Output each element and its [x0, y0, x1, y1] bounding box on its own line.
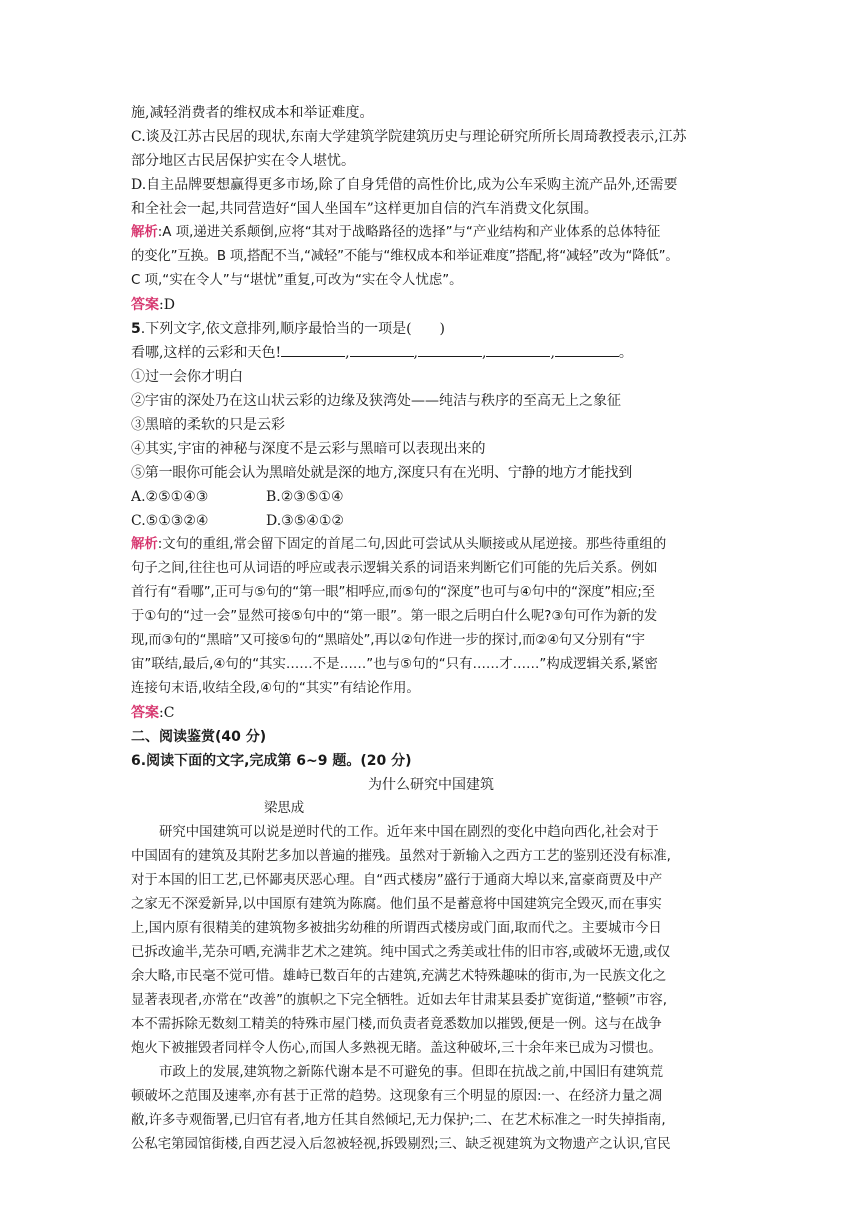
q5-item-1: ①过一会你才明白	[131, 369, 243, 385]
q5-option-b: B.②③⑤①④	[266, 489, 344, 505]
q4-option-d-line2: 和全社会一起,共同营造好“国人坐国车”这样更加自信的汽车消费文化氛围。	[131, 201, 598, 217]
article-p1-line: 研究中国建筑可以说是逆时代的工作。近年来中国在剧烈的变化中趋向西化,社会对于	[159, 825, 659, 840]
q5-options-row2	[131, 509, 731, 533]
q5-analysis-line6: 宙”联结,最后,④句的“其实……不是……”也与⑤句的“只有……才……”构成逻辑关系,紧密	[131, 657, 658, 672]
answer-blank	[281, 342, 345, 357]
q5-analysis-text1: :文句的重组,常会留下固定的首尾二句,因此可尝试从头顺接或从尾逆接。那些待重组的	[157, 537, 667, 552]
article-p2-line: 公私宅第园馆街楼,自西艺浸入后忽被轻视,拆毁剔烈;三、缺乏视建筑为文物遗产之认识,官民	[131, 1137, 671, 1152]
article-p2-line: 顿破坏之范围及速率,亦有甚于正常的趋势。这现象有三个明显的原因:一、在经济力量之凋	[131, 1089, 662, 1104]
q4-analysis-line2: 的变化”互换。B 项,搭配不当,“减轻”不能与“维权成本和举证难度”搭配,将“减轻”改为“降低”。	[131, 249, 679, 264]
q4-answer	[131, 293, 731, 317]
q4-option-c-line1: C.谈及江苏古民居的现状,东南大学建筑学院建筑历史与理论研究所所长周琦教授表示,江苏	[131, 129, 687, 145]
q5-analysis-line3: 首行有“看哪”,正可与⑤句的“第一眼”相呼应,而⑤句的“深度”也可与④句中的“深度”相应;至	[131, 585, 655, 600]
q5-prompt-lead: 看哪,这样的云彩和天色!	[131, 345, 282, 361]
q6-stem-text: .阅读下面的文字,完成第 6~9 题。(20 分)	[140, 753, 412, 769]
article-p1-line: 显著表现者,亦常在“改善”的旗帜之下完全牺牲。近如去年甘肃某县委扩宽街道,“整顿”市容,	[131, 993, 667, 1008]
article-p1-line: 余大略,市民毫不觉可惜。雄峙已数百年的古建筑,充满艺术特殊趣味的街市,为一民族文化之	[131, 969, 667, 984]
q5-item-2: ②宇宙的深处乃在这山状云彩的边缘及狭湾处——纯洁与秩序的至高无上之象征	[131, 393, 621, 409]
q5-analysis-line5: 现,而③句的“黑暗”又可接⑤句的“黑暗处”,再以②句作进一步的探讨,而②④句又分别有“宇	[131, 633, 645, 648]
q5-options-row1	[131, 485, 731, 509]
answer-blank	[418, 342, 482, 357]
q4-analysis-line3: C 项,“实在令人”与“堪忧”重复,可改为“实在令人忧虑”。	[131, 273, 463, 288]
section-heading: 二、阅读鉴赏(40 分)	[131, 729, 267, 745]
article-title: 为什么研究中国建筑	[368, 777, 494, 793]
q5-item-4: ④其实,宇宙的神秘与深度不是云彩与黑暗可以表现出来的	[131, 441, 486, 457]
document-page	[131, 101, 731, 1157]
q5-analysis-line2: 句子之间,往往也可从词语的呼应或表示逻辑关系的词语来判断它们可能的先后关系。例如	[131, 561, 658, 576]
q5-answer	[131, 701, 731, 725]
answer-blank	[555, 342, 619, 357]
q5-option-c: C.⑤①③②④	[131, 513, 209, 529]
q5-item-5: ⑤第一眼你可能会认为黑暗处就是深的地方,深度只有在光明、宁静的地方才能找到	[131, 465, 633, 481]
q4-option-c-line2: 部分地区古民居保护实在令人堪忧。	[131, 153, 355, 169]
q4-analysis-label: 解析	[131, 225, 158, 240]
q5-prompt: 看哪,这样的云彩和天色! , , , , 。	[131, 341, 731, 365]
article-p1-line: 中国固有的建筑及其附艺多加以普遍的摧残。虽然对于新输入之西方工艺的鉴别还没有标准,	[131, 849, 671, 864]
article-author: 梁思成	[264, 801, 305, 816]
q5-analysis-line7: 连接句末语,收结全段,④句的“其实”有结论作用。	[131, 681, 420, 696]
q5-option-d: D.③⑤④①②	[266, 513, 344, 529]
article-p1-line: 对于本国的旧工艺,已怀鄙夷厌恶心理。自“西式楼房”盛行于通商大埠以来,富豪商贾及中产	[131, 873, 663, 888]
q5-analysis-line1	[131, 533, 731, 557]
q4-answer-value: :D	[159, 297, 175, 313]
q5-item-3: ③黑暗的柔软的只是云彩	[131, 417, 285, 433]
article-p1-line: 上,国内原有很精美的建筑物多被拙劣幼稚的所谓西式楼房或门面,取而代之。主要城市今日	[131, 921, 662, 936]
q5-number: 5	[131, 321, 141, 337]
article-p1-line: 炮火下被摧毁者同样令人伤心,而国人多熟视无睹。盖这种破坏,三十余年来已成为习惯也。	[131, 1041, 662, 1056]
q5-option-a: A.②⑤①④③	[131, 489, 209, 505]
q4-analysis-text1: :A 项,递进关系颠倒,应将“其对于战略路径的选择”与“产业结构和产业体系的总体特征	[157, 225, 661, 240]
q4-answer-label: 答案	[131, 297, 159, 313]
article-p2-line: 市政上的发展,建筑物之新陈代谢本是不可避免的事。但即在抗战之前,中国旧有建筑荒	[159, 1065, 663, 1080]
q5-analysis-line4: 于①句的“过一会”显然可接⑤句中的“第一眼”。第一眼之后明白什么呢?③句可作为新的发	[131, 609, 658, 624]
q6-number: 6	[131, 753, 141, 769]
q5-answer-label: 答案	[131, 705, 159, 721]
q4-option-d-line1: D.自主品牌要想赢得更多市场,除了自身凭借的高性价比,成为公车采购主流产品外,还需要	[131, 177, 678, 193]
article-p1-line: 本不需拆除无数刻工精美的特殊市屋门楼,而负责者竟悉数加以摧毁,便是一例。这与在战争	[131, 1017, 662, 1032]
q4-analysis-line1	[131, 221, 731, 245]
q5-analysis-label: 解析	[131, 537, 158, 552]
q5-stem-text: .下列文字,依文意排列,顺序最恰当的一项是( )	[140, 321, 446, 337]
article-p1-line: 已拆改逾半,芜杂可哂,充满非艺术之建筑。纯中国式之秀美或壮伟的旧市容,或破坏无遗,或仅	[131, 945, 671, 960]
q5-stem	[131, 317, 731, 341]
answer-blank	[350, 342, 414, 357]
q5-answer-value: :C	[159, 705, 175, 721]
q4-option-b-tail: 施,减轻消费者的维权成本和举证难度。	[131, 105, 374, 121]
q6-stem	[131, 749, 731, 773]
answer-blank	[486, 342, 550, 357]
article-p2-line: 敝,许多寺观衙署,已归官有者,地方任其自然倾圮,无力保护;二、在艺术标准之一时失掉指南,	[131, 1113, 666, 1128]
article-p1-line: 之家无不深爱新异,以中国原有建筑为陈腐。他们虽不是蓄意将中国建筑完全毁灭,而在事实	[131, 897, 662, 912]
